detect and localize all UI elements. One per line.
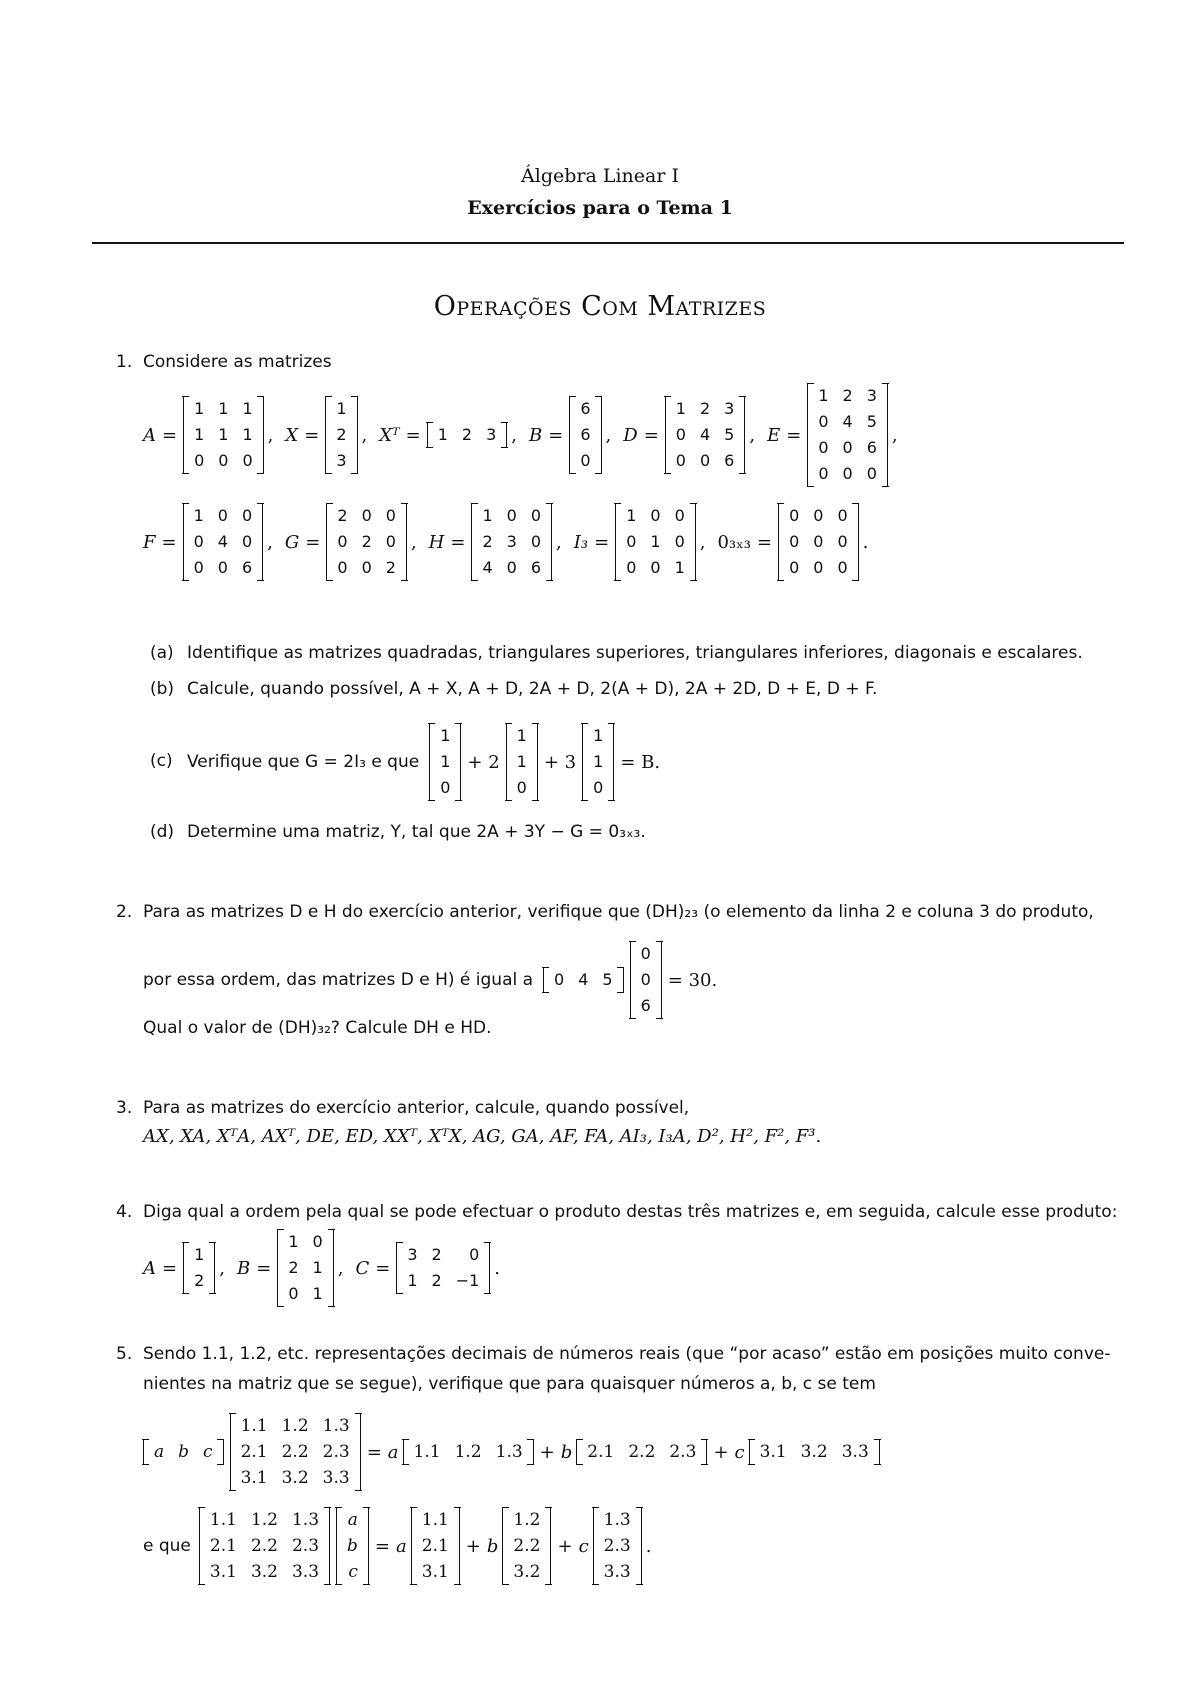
matrix-entry: 0 xyxy=(440,778,451,797)
matrix-entry: b xyxy=(347,1536,358,1556)
matrix-entry: 1.3 xyxy=(291,1510,320,1530)
comma: , xyxy=(556,531,562,553)
equals-sign: = xyxy=(366,1441,382,1463)
matrix-entry: 0 xyxy=(193,532,204,551)
matrix-entry: 3.3 xyxy=(291,1562,320,1582)
document-subtitle: Exercícios para o Tema 1 xyxy=(467,197,733,219)
comma: , xyxy=(267,531,273,553)
exercise-2-line-2: por essa ordem, das matrizes D e H) é igual a xyxy=(143,970,534,990)
matrix-entry: 0 xyxy=(554,970,565,989)
matrix-entry: 1 xyxy=(407,1271,418,1290)
matrix-entry: 0 xyxy=(217,506,228,525)
matrix-entry: 1 xyxy=(218,425,229,444)
matrix-entry: 1 xyxy=(482,506,493,525)
matrix-entry: 2.3 xyxy=(322,1442,350,1462)
column-2 xyxy=(502,1507,551,1585)
matrix-entry: 1 xyxy=(440,752,451,771)
matrix-entry: 0 xyxy=(842,464,853,483)
period: . xyxy=(494,1257,501,1279)
comma: , xyxy=(891,424,898,446)
equals-sign: = xyxy=(757,531,773,553)
equals-sign: = xyxy=(305,531,321,553)
plus: + xyxy=(557,1535,573,1557)
matrix-entry: 2.3 xyxy=(603,1536,631,1556)
matrix-entry: 1.1 xyxy=(209,1510,237,1530)
matrix-entry: 0 xyxy=(593,778,604,797)
plus: + xyxy=(539,1441,555,1463)
matrix-entry: 3.2 xyxy=(281,1468,309,1488)
matrix-entry: a xyxy=(347,1510,358,1530)
equals-sign: = xyxy=(548,424,564,446)
matrix-entry: 4 xyxy=(482,558,493,577)
plus: + xyxy=(713,1441,729,1463)
matrix-entry: 1 xyxy=(336,399,347,418)
equals-sign: = xyxy=(304,424,320,446)
comma: , xyxy=(267,424,274,446)
matrix-entry: 0 xyxy=(337,558,348,577)
matrix-entry: 0 xyxy=(361,558,372,577)
exercise-1d-label: (d) xyxy=(150,822,175,842)
exercise-3-number: 3. xyxy=(116,1098,133,1118)
exercise-5-equation-2 xyxy=(143,1506,663,1586)
matrix-b xyxy=(277,1229,333,1307)
matrix-entry: 6 xyxy=(866,438,877,457)
matrix-label: F xyxy=(143,531,156,553)
vector-3 xyxy=(582,723,614,801)
matrix-entry: 0 xyxy=(699,451,711,470)
exercise-1b-text: Calcule, quando possível, A + X, A + D, 2A + D, 2(A + D), 2A + 2D, D + E, D + F. xyxy=(187,679,878,699)
matrix-b xyxy=(569,396,601,474)
matrix-entry: c xyxy=(348,1562,358,1582)
exercise-2-equation xyxy=(143,940,723,1020)
matrix-entry: 0 xyxy=(650,506,661,525)
comma: , xyxy=(361,424,368,446)
matrix-entry: 0 xyxy=(674,506,685,525)
matrix-entry: 3.2 xyxy=(800,1442,828,1462)
comma: , xyxy=(749,424,756,446)
matrix-entry: 1.1 xyxy=(240,1416,268,1436)
matrix-entry: 2.1 xyxy=(209,1536,237,1556)
matrix-entry: 0 xyxy=(789,506,800,525)
coefficient-2: + 2 xyxy=(467,751,500,773)
row-3 xyxy=(749,1439,880,1465)
matrix-entry: 2 xyxy=(288,1258,299,1277)
matrix-entry: 0 xyxy=(640,970,651,989)
equals-sign: = xyxy=(786,424,802,446)
matrix-entry: 0 xyxy=(385,532,396,551)
equals-sign: = xyxy=(162,1257,178,1279)
matrix-entry: 2 xyxy=(482,532,493,551)
matrix-entry: 3.2 xyxy=(513,1562,541,1582)
exercise-1d-text: Determine uma matriz, Y, tal que 2A + 3Y − G = 0₃ₓ₃. xyxy=(187,822,646,842)
coef-a: a xyxy=(387,1441,399,1463)
matrix-label: 0₃ₓ₃ xyxy=(717,531,751,553)
matrix-entry: 2.2 xyxy=(250,1536,278,1556)
matrix-entry: 2.2 xyxy=(281,1442,309,1462)
matrix-entry: 6 xyxy=(580,399,591,418)
column-abc xyxy=(336,1507,369,1585)
matrix-entry: −1 xyxy=(455,1271,480,1290)
matrix-entry: 3.3 xyxy=(603,1562,631,1582)
matrix-entry: 1 xyxy=(675,399,686,418)
matrix-entry: 1 xyxy=(593,726,604,745)
matrix-x-transpose xyxy=(427,422,508,448)
row-vector xyxy=(543,967,624,993)
header-rule xyxy=(92,242,1124,244)
matrix-entry: 2.1 xyxy=(240,1442,268,1462)
matrix-entry: 6 xyxy=(530,558,542,577)
matrix-entry: 2.3 xyxy=(669,1442,697,1462)
matrix-entry: 0 xyxy=(650,558,661,577)
vector-1 xyxy=(429,723,461,801)
comma: , xyxy=(699,531,706,553)
matrix-label: B xyxy=(529,424,543,446)
matrix-a xyxy=(183,1242,215,1294)
equals-sign: = xyxy=(375,1257,391,1279)
exercise-1-number: 1. xyxy=(116,352,133,372)
exercise-2-line-3: Qual o valor de (DH)₃₂? Calcule DH e HD. xyxy=(143,1018,492,1038)
matrix-entry: 1.1 xyxy=(413,1442,441,1462)
section-title: Operações Com Matrizes xyxy=(433,291,767,322)
matrix-entry: 2 xyxy=(385,558,396,577)
matrix-entry: 1.3 xyxy=(495,1442,523,1462)
matrix-entry: 1 xyxy=(818,386,829,405)
matrix-a xyxy=(183,396,264,474)
column-1 xyxy=(411,1507,460,1585)
matrix-entry: 1 xyxy=(194,399,205,418)
matrix-label: G xyxy=(284,531,300,553)
matrix-entry: 0 xyxy=(813,506,824,525)
matrix-entry: 0 xyxy=(789,558,800,577)
matrix-entry: 3.2 xyxy=(250,1562,278,1582)
coef-a: a xyxy=(396,1535,407,1557)
matrix-entry: 1.3 xyxy=(603,1510,631,1530)
vector-2 xyxy=(506,723,538,801)
exercise-1c-label: (c) xyxy=(150,751,173,771)
matrix-c xyxy=(396,1242,490,1294)
e-que-label: e que xyxy=(143,1536,191,1556)
matrix-e xyxy=(807,383,888,487)
matrix-entry: 0 xyxy=(813,532,824,551)
comma: , xyxy=(219,1257,226,1279)
matrix-entry: 1 xyxy=(312,1284,323,1303)
matrix-entry: 3.1 xyxy=(759,1442,787,1462)
matrix-entry: 3 xyxy=(506,532,517,551)
matrix-entry: 0 xyxy=(469,1245,480,1264)
matrix-entry: 1 xyxy=(194,1245,205,1264)
equals-b: = B. xyxy=(620,751,661,773)
period: . xyxy=(862,531,869,553)
matrix-entry: 0 xyxy=(789,532,800,551)
matrix-entry: 0 xyxy=(813,558,824,577)
comma: , xyxy=(511,424,517,446)
matrix-entry: 0 xyxy=(626,532,637,551)
matrix-entry: 1 xyxy=(440,726,451,745)
matrix-entry: 0 xyxy=(818,438,829,457)
matrix-entry: 1 xyxy=(516,726,527,745)
matrix-entry: 2 xyxy=(461,425,473,444)
matrix-label: A xyxy=(143,424,156,446)
matrix-entry: 1 xyxy=(593,752,604,771)
matrix-entry: 0 xyxy=(337,532,348,551)
matrix-entry: 0 xyxy=(530,506,542,525)
matrix-entry: 6 xyxy=(724,451,735,470)
matrix-entry: 0 xyxy=(626,558,637,577)
matrix-entry: 1.2 xyxy=(250,1510,278,1530)
exercise-1-intro: Considere as matrizes xyxy=(143,352,332,372)
exercise-4-line-1: Diga qual a ordem pela qual se pode efectuar o produto destas três matrizes e, em seguida, calcule esse produto: xyxy=(143,1202,1118,1222)
matrix-entry: 0 xyxy=(194,451,205,470)
matrix-g xyxy=(326,503,407,581)
matrix-entry: 2 xyxy=(431,1271,442,1290)
exercise-1b-label: (b) xyxy=(150,679,175,699)
matrix-label: Xᵀ xyxy=(379,424,400,446)
matrix-entry: 0 xyxy=(506,558,517,577)
matrix-entry: 0 xyxy=(242,451,253,470)
matrix-identity-3 xyxy=(615,503,696,581)
matrix-entry: 3.3 xyxy=(841,1442,869,1462)
matrix-entry: 0 xyxy=(312,1232,323,1251)
matrix-m xyxy=(230,1413,361,1491)
matrix-entry: b xyxy=(178,1442,190,1462)
matrix-entry: 1 xyxy=(650,532,661,551)
coef-c: c xyxy=(734,1441,745,1463)
matrix-entry: 1.1 xyxy=(421,1510,449,1530)
matrix-entry: 4 xyxy=(699,425,711,444)
matrix-entry: 2 xyxy=(699,399,711,418)
matrix-label: B xyxy=(237,1257,251,1279)
matrix-entry: 0 xyxy=(675,451,686,470)
exercise-1a-text: Identifique as matrizes quadradas, triangulares superiores, triangulares inferiores, diagonais e escalares. xyxy=(187,643,1083,663)
matrix-entry: 0 xyxy=(580,451,591,470)
matrix-entry: 1 xyxy=(218,399,229,418)
matrix-entry: 1 xyxy=(516,752,527,771)
equals-sign: = xyxy=(161,531,177,553)
matrix-entry: 2 xyxy=(431,1245,442,1264)
matrix-entry: 4 xyxy=(842,412,853,431)
matrix-entry: 2.2 xyxy=(513,1536,541,1556)
matrix-f xyxy=(183,503,264,581)
matrix-label: H xyxy=(428,531,445,553)
comma: , xyxy=(605,424,612,446)
matrix-label: A xyxy=(143,1257,156,1279)
matrix-entry: 1 xyxy=(437,425,448,444)
matrix-h xyxy=(471,503,552,581)
matrix-entry: 0 xyxy=(516,778,527,797)
matrix-x xyxy=(325,396,357,474)
exercise-1c-text: Verifique que G = 2I₃ e que xyxy=(187,752,420,772)
exercise-5-line-2: nientes na matriz que se segue), verifique que para quaisquer números a, b, c se tem xyxy=(143,1374,876,1394)
equals-sign: = xyxy=(256,1257,272,1279)
row-2 xyxy=(576,1439,707,1465)
column-3 xyxy=(593,1507,642,1585)
equals-sign: = xyxy=(162,424,178,446)
matrix-entry: 0 xyxy=(385,506,396,525)
matrix-entry: 2.3 xyxy=(291,1536,320,1556)
matrix-entry: 1 xyxy=(626,506,637,525)
matrix-entry: 0 xyxy=(506,506,517,525)
matrix-entry: 1.2 xyxy=(454,1442,482,1462)
matrix-entry: 1.2 xyxy=(513,1510,541,1530)
exercise-1c-equation xyxy=(187,722,666,802)
matrix-entry: 3 xyxy=(486,425,497,444)
matrix-entry: 0 xyxy=(361,506,372,525)
matrix-entry: 1 xyxy=(193,506,204,525)
equals-sign: = xyxy=(450,531,466,553)
matrix-entry: 5 xyxy=(602,970,613,989)
matrix-entry: 0 xyxy=(193,558,204,577)
matrix-entry: 6 xyxy=(580,425,591,444)
matrix-label: E xyxy=(767,424,781,446)
matrix-entry: 0 xyxy=(837,558,848,577)
matrix-entry: 0 xyxy=(217,558,228,577)
course-title: Álgebra Linear I xyxy=(521,165,679,187)
matrix-entry: 0 xyxy=(241,532,253,551)
period: . xyxy=(645,1535,652,1557)
exercise-5-equation-1 xyxy=(143,1412,880,1492)
exercise-4-number: 4. xyxy=(116,1202,133,1222)
matrix-entry: 0 xyxy=(674,532,685,551)
matrix-entry: 0 xyxy=(218,451,229,470)
matrix-entry: 2 xyxy=(336,425,347,444)
matrix-entry: 2.1 xyxy=(587,1442,615,1462)
exercise-1a-label: (a) xyxy=(150,643,174,663)
equals-sign: = xyxy=(405,424,421,446)
row-abc xyxy=(143,1439,224,1465)
matrix-label: D xyxy=(623,424,638,446)
column-vector xyxy=(630,941,662,1019)
matrix-entry: 2 xyxy=(194,1271,205,1290)
matrix-entry: 1 xyxy=(242,399,253,418)
exercise-5-number: 5. xyxy=(116,1344,133,1364)
exercise-3-line-1: Para as matrizes do exercício anterior, calcule, quando possível, xyxy=(143,1098,690,1118)
matrix-entry: 0 xyxy=(818,464,829,483)
matrix-label: C xyxy=(355,1257,370,1279)
coefficient-3: + 3 xyxy=(543,751,577,773)
matrix-entry: 0 xyxy=(818,412,829,431)
matrix-entry: 4 xyxy=(578,970,589,989)
matrix-entry: 2 xyxy=(842,386,853,405)
matrix-entry: 2 xyxy=(361,532,372,551)
matrix-entry: 0 xyxy=(837,532,848,551)
matrix-entry: a xyxy=(154,1442,165,1462)
exercise-1-matrices-row-1 xyxy=(143,385,910,485)
matrix-entry: 3.1 xyxy=(240,1468,268,1488)
exercise-2-line-1: Para as matrizes D e H do exercício anterior, verifique que (DH)₂₃ (o elemento da linha 2 e coluna 3 do produto, xyxy=(143,902,1094,922)
matrix-entry: 0 xyxy=(530,532,542,551)
exercise-3-line-2: AX, XA, XᵀA, AXᵀ, DE, ED, XXᵀ, XᵀX, AG, GA, AF, FA, AI₃, I₃A, D², H², F², F³. xyxy=(143,1126,822,1147)
row-1 xyxy=(403,1439,534,1465)
exercise-1-matrices-row-2 xyxy=(143,502,880,582)
matrix-entry: 0 xyxy=(288,1284,299,1303)
exercise-4-matrices xyxy=(143,1228,512,1308)
matrix-entry: 2 xyxy=(337,506,348,525)
equals-sign: = xyxy=(594,531,610,553)
matrix-m xyxy=(199,1507,330,1585)
matrix-entry: 1.2 xyxy=(281,1416,309,1436)
matrix-entry: 0 xyxy=(675,425,686,444)
matrix-entry: 3.1 xyxy=(209,1562,237,1582)
matrix-entry: 2.2 xyxy=(628,1442,656,1462)
matrix-d xyxy=(665,396,746,474)
matrix-entry: 0 xyxy=(640,944,651,963)
matrix-entry: 4 xyxy=(217,532,228,551)
matrix-entry: 1 xyxy=(288,1232,299,1251)
matrix-entry: 5 xyxy=(724,425,735,444)
matrix-entry: 2.1 xyxy=(421,1536,449,1556)
equals-sign: = xyxy=(643,424,659,446)
equals-30: = 30. xyxy=(667,969,718,991)
coef-c: c xyxy=(578,1535,589,1557)
matrix-entry: 3.3 xyxy=(322,1468,350,1488)
matrix-entry: 3.1 xyxy=(421,1562,449,1582)
matrix-entry: 1 xyxy=(674,558,685,577)
matrix-zero-3x3 xyxy=(778,503,859,581)
matrix-label: I₃ xyxy=(573,531,589,553)
exercise-5-line-1: Sendo 1.1, 1.2, etc. representações decimais de números reais (que “por acaso” estão em posições muito conve- xyxy=(143,1344,1111,1364)
matrix-entry: c xyxy=(203,1442,213,1462)
matrix-entry: 5 xyxy=(866,412,877,431)
matrix-entry: 6 xyxy=(241,558,253,577)
matrix-entry: 1 xyxy=(242,425,253,444)
plus: + xyxy=(465,1535,481,1557)
matrix-entry: 3 xyxy=(724,399,735,418)
matrix-label: X xyxy=(285,424,299,446)
matrix-entry: 0 xyxy=(241,506,253,525)
matrix-entry: 1 xyxy=(194,425,205,444)
exercise-2-number: 2. xyxy=(116,902,133,922)
matrix-entry: 6 xyxy=(640,996,651,1015)
coef-b: b xyxy=(486,1535,499,1557)
matrix-entry: 0 xyxy=(842,438,853,457)
matrix-entry: 1 xyxy=(312,1258,323,1277)
matrix-entry: 3 xyxy=(407,1245,418,1264)
comma: , xyxy=(410,531,417,553)
coef-b: b xyxy=(560,1441,573,1463)
matrix-entry: 3 xyxy=(336,451,347,470)
matrix-entry: 0 xyxy=(837,506,848,525)
matrix-entry: 3 xyxy=(866,386,877,405)
comma: , xyxy=(337,1257,344,1279)
equals-sign: = xyxy=(374,1535,391,1557)
matrix-entry: 1.3 xyxy=(322,1416,350,1436)
matrix-entry: 0 xyxy=(866,464,877,483)
